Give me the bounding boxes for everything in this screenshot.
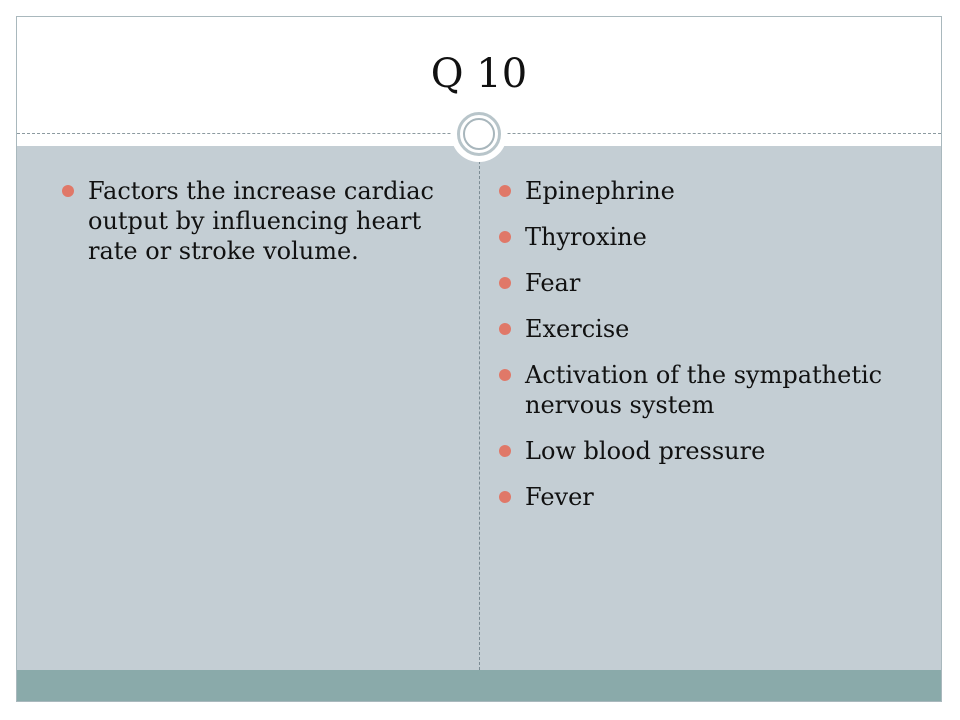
list-item: [499, 314, 899, 344]
list-item-text: Low blood pressure: [525, 437, 766, 465]
slide-title: Q 10: [430, 51, 528, 97]
bullet-dot-icon: [499, 277, 511, 289]
list-item-text: Factors the increase cardiac output by influencing heart rate or stroke volume.: [88, 177, 434, 265]
list-item-text: Exercise: [525, 315, 630, 343]
list-item-text: Fear: [525, 269, 581, 297]
list-item: [499, 482, 899, 512]
ornament-inner-ring: [463, 118, 495, 150]
list-item: [499, 268, 899, 298]
bullet-dot-icon: [499, 369, 511, 381]
list-item-text: Activation of the sympathetic nervous system: [525, 361, 883, 419]
column-divider: [479, 146, 480, 670]
list-item: [499, 360, 899, 420]
bullet-dot-icon: [499, 231, 511, 243]
list-item: [499, 176, 899, 206]
list-item-text: Fever: [525, 483, 594, 511]
bullet-dot-icon: [62, 185, 74, 197]
bullet-dot-icon: [499, 323, 511, 335]
right-bullet-list: [499, 176, 899, 528]
footer-band: [17, 670, 941, 701]
list-item: [499, 436, 899, 466]
bullet-dot-icon: [499, 185, 511, 197]
bullet-dot-icon: [499, 445, 511, 457]
bullet-dot-icon: [499, 491, 511, 503]
left-bullet-list: [62, 176, 442, 282]
list-item-text: Thyroxine: [525, 223, 647, 251]
list-item: [62, 176, 442, 266]
list-item-text: Epinephrine: [525, 177, 675, 205]
circle-ornament-icon: [451, 106, 507, 162]
list-item: [499, 222, 899, 252]
